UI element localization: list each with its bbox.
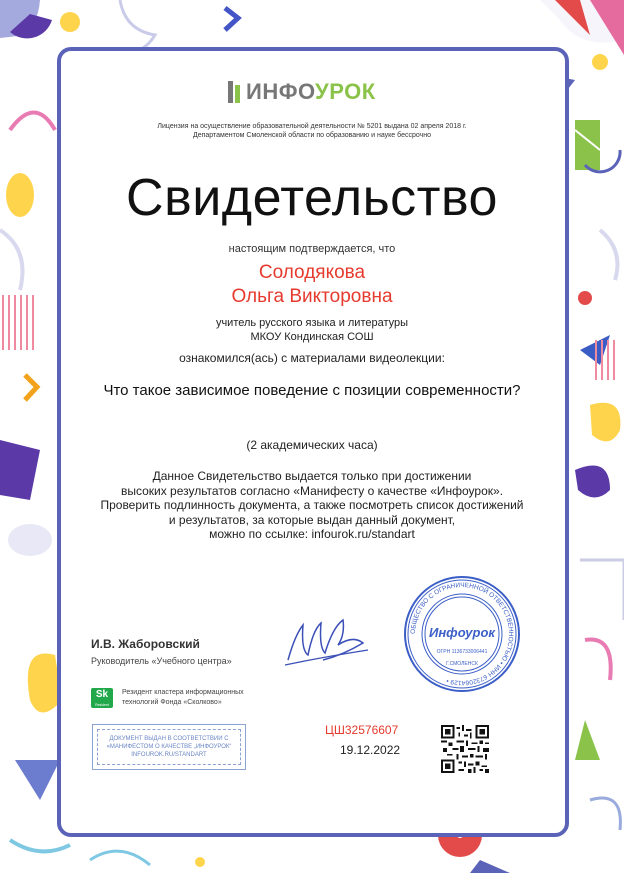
- manifest-stamp: ДОКУМЕНТ ВЫДАН В СООТВЕТСТВИИ С «МАНИФЕСТОМ О КАЧЕСТВЕ „ИНФОУРОК“ INFOUROK.RU/STANDART: [92, 724, 246, 770]
- qr-code[interactable]: [441, 725, 489, 773]
- signatory-name: И.В. Жаборовский: [91, 637, 200, 651]
- notice-line-3: Проверить подлинность документа, а также посмотреть список достижений: [100, 498, 524, 512]
- notice-line-2: высоких результатов согласно «Манифесту о качестве «Инфоурок».: [120, 483, 504, 498]
- seal-center-text: Инфоурок: [428, 625, 496, 640]
- notice-line-5: можно по ссылке: infourok.ru/standart: [209, 527, 415, 541]
- recipient-position: [0, 316, 624, 344]
- hours-text: (2 академических часа): [246, 438, 378, 452]
- signature-image: [283, 605, 373, 675]
- seal-ogrn: ОГРН 1136733006441: [436, 649, 488, 655]
- infourok-logo: [228, 78, 398, 106]
- logo-mark-icon: [228, 81, 242, 103]
- skolkovo-text: Резидент кластера информационных технологий Фонда «Сколково»: [122, 689, 244, 706]
- company-seal: [403, 575, 521, 693]
- certificate-date: 19.12.2022: [340, 743, 401, 757]
- position-line-1: учитель русского языка и литературы: [215, 317, 409, 329]
- logo-text: ИНФОУРОК: [246, 79, 376, 104]
- signatory-role: Руководитель «Учебного центра»: [91, 656, 232, 666]
- certificate-title: Свидетельство: [126, 169, 498, 227]
- notice-line-1: Данное Свидетельство выдается только при достижении: [152, 469, 472, 483]
- license-text: [0, 122, 624, 140]
- notice-line-4: и результатов, за которые выдан данный документ,: [168, 512, 456, 527]
- skolkovo-logo: Sk Resident: [91, 688, 113, 708]
- notice-text: [0, 469, 624, 542]
- recipient-given-names: Ольга Викторовна: [231, 286, 393, 307]
- recipient-surname: Солодякова: [258, 262, 366, 283]
- lecture-title: Что такое зависимое поведение с позиции современности?: [103, 382, 521, 399]
- confirm-text: настоящим подтверждается, что: [228, 243, 396, 255]
- seal-ring-text: ОБЩЕСТВО С ОГРАНИЧЕННОЙ ОТВЕТСТВЕННОСТЬЮ • ИНН 6732064129 •: [409, 581, 515, 687]
- position-line-2: МКОУ Кондинская СОШ: [250, 331, 374, 343]
- license-line-2: Департаментом Смоленской области по образованию и науке бессрочно: [192, 132, 432, 139]
- seal-city: Г.СМОЛЕНСК: [446, 661, 478, 667]
- learned-text: ознакомился(ась) с материалами видеолекции:: [179, 351, 445, 365]
- certificate-id: ЦШ32576607: [325, 723, 399, 737]
- license-line-1: Лицензия на осуществление образовательной деятельности № 5201 выдана 02 апреля 2018 г.: [157, 123, 467, 130]
